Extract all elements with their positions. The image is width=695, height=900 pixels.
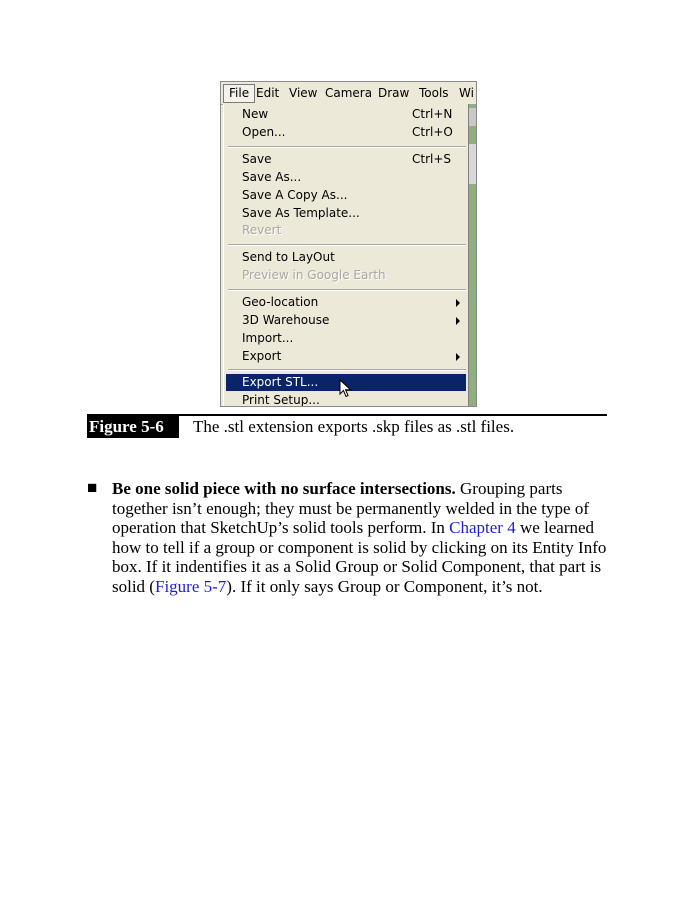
menu-item-save-as[interactable]: Save As... xyxy=(242,170,302,184)
bullet-lead: Be one solid piece with no surface intersections. xyxy=(112,479,456,498)
menu-item-revert: Revert xyxy=(242,223,282,237)
menu-file[interactable]: File xyxy=(223,84,255,103)
mouse-pointer-icon xyxy=(339,379,353,399)
menu-item-preview-google-earth: Preview in Google Earth xyxy=(242,268,386,282)
menu-bar xyxy=(221,82,476,105)
menu-item-geo-location[interactable]: Geo-location xyxy=(226,294,466,311)
menu-item-export[interactable]: Export xyxy=(226,348,466,365)
menu-item-new[interactable]: New Ctrl+N xyxy=(242,107,453,121)
menu-item-save[interactable]: Save Ctrl+S xyxy=(242,152,452,166)
shortcut: Ctrl+N xyxy=(412,107,453,121)
menu-separator xyxy=(228,146,466,148)
menu-item-open[interactable]: Open... Ctrl+O xyxy=(242,125,453,139)
menu-item-import[interactable]: Import... xyxy=(242,331,294,345)
body-text: we learned how to tell if a group or component is solid by clicking on its Entity Info box. If it indentifies it as a Solid Group or Solid Component, that part is solid ( xyxy=(112,518,607,596)
menu-edit[interactable]: Edit xyxy=(256,86,280,100)
shortcut: Ctrl+S xyxy=(412,152,452,166)
menu-item-send-to-layout[interactable]: Send to LayOut xyxy=(242,250,335,264)
body-text: Grouping parts together isn’t enough; they must be permanently welded in the type of operation that SketchUp’s solid tools perform. In xyxy=(112,479,589,537)
file-dropdown-menu xyxy=(223,104,469,407)
submenu-arrow-icon xyxy=(456,353,460,361)
viewport-edge xyxy=(468,104,476,406)
menu-draw[interactable]: Draw xyxy=(378,86,410,100)
submenu-arrow-icon xyxy=(456,317,460,325)
chapter-4-link[interactable]: Chapter 4 xyxy=(449,518,516,537)
bullet-marker: ■ xyxy=(87,478,98,497)
sketchup-menu-screenshot xyxy=(220,81,477,407)
menu-window[interactable]: Wi xyxy=(459,86,474,100)
menu-item-3d-warehouse[interactable]: 3D Warehouse xyxy=(226,312,466,329)
figure-5-7-link[interactable]: Figure 5-7 xyxy=(154,576,227,596)
menu-separator xyxy=(228,369,466,371)
menu-view[interactable]: View xyxy=(289,86,318,100)
menu-item-save-copy-as[interactable]: Save A Copy As... xyxy=(242,188,348,202)
menu-separator xyxy=(228,244,466,246)
body-text: ). If it only says Group or Component, it’s not. xyxy=(226,576,543,596)
menu-separator xyxy=(228,289,466,291)
menu-item-save-as-template[interactable]: Save As Template... xyxy=(242,206,360,220)
shortcut: Ctrl+O xyxy=(412,125,453,139)
submenu-arrow-icon xyxy=(456,299,460,307)
menu-camera[interactable]: Camera xyxy=(325,86,373,100)
menu-item-print-setup[interactable]: Print Setup... xyxy=(242,393,320,407)
body-paragraph xyxy=(112,479,612,596)
menu-item-export-stl[interactable]: Export STL... xyxy=(226,374,466,391)
figure-caption: The .stl extension exports .skp files as .stl files. xyxy=(193,417,515,436)
menu-tools[interactable]: Tools xyxy=(419,86,449,100)
figure-label: Figure 5-6 xyxy=(87,416,179,438)
